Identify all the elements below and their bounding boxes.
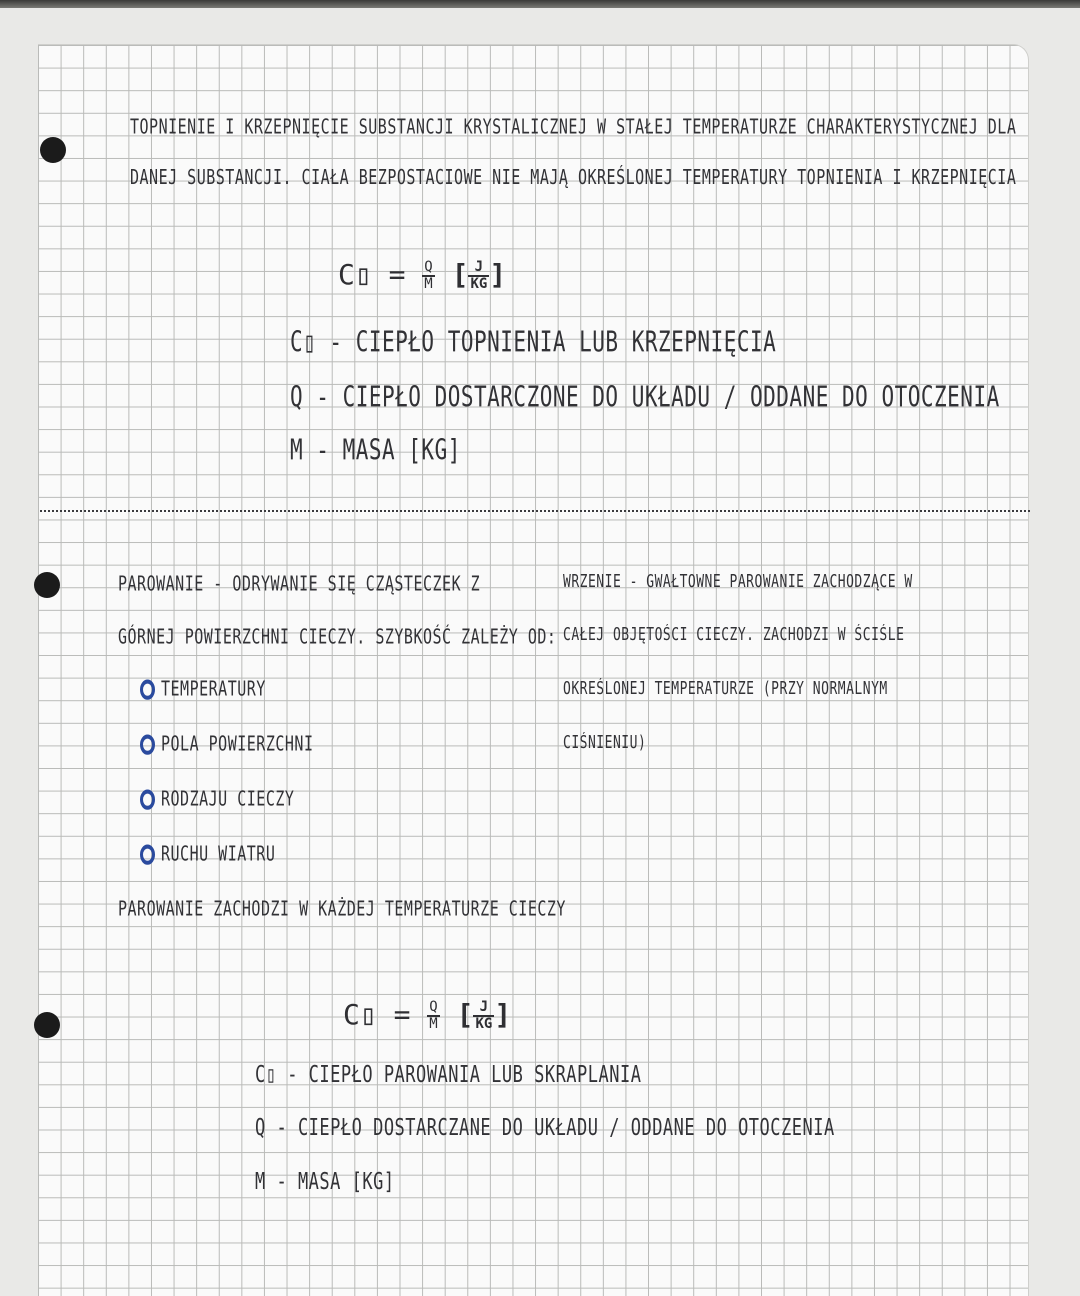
formula-unit: [ $\frac{J}{KG}$ ] — [456, 998, 512, 1032]
bullet-icon — [140, 735, 155, 755]
binder-hole-bottom — [34, 1012, 60, 1038]
formula-lhs: C▯ — [338, 258, 372, 291]
bullet-text: RUCHU WIATRU — [161, 841, 276, 867]
bullet-icon — [140, 790, 155, 810]
bullet-liquid-type — [140, 787, 294, 811]
evaporation-line-2: GÓRNEJ POWIERZCHNI CIECZY. SZYBKOŚĆ ZALEŻY OD: — [118, 624, 557, 650]
melting-intro-line-2: DANEJ SUBSTANCJI. CIAŁA BEZPOSTACIOWE NIE MAJĄ OKREŚLONEJ TEMPERATURY TOPNIENIA I KRZEPNIĘCIA — [130, 164, 1017, 190]
bullet-icon — [140, 680, 155, 700]
bullet-text: POLA POWIERZCHNI — [161, 731, 314, 757]
evaporation-line-1: PAROWANIE - ODRYWANIE SIĘ CZĄSTECZEK Z — [118, 571, 481, 597]
formula-lhs: C▯ — [343, 998, 377, 1031]
bullet-text: TEMPERATURY — [161, 676, 266, 702]
boiling-line-2: CAŁEJ OBJĘTOŚCI CIECZY. ZACHODZI W ŚCIŚLE — [563, 625, 905, 646]
boiling-line-3: OKREŚLONEJ TEMPERATURZE (PRZY NORMALNYM — [563, 679, 888, 700]
bullet-text: RODZAJU CIECZY — [161, 786, 295, 812]
melting-def-q: Q - CIEPŁO DOSTARCZONE DO UKŁADU / ODDANE DO OTOCZENIA — [290, 380, 1000, 414]
melting-def-heat: C▯ - CIEPŁO TOPNIENIA LUB KRZEPNIĘCIA — [290, 325, 777, 359]
bullet-surface-area — [140, 732, 314, 756]
formula-numerator: Q — [424, 259, 433, 275]
photo-top-edge — [0, 0, 1080, 8]
formula-denominator: M — [429, 1016, 438, 1032]
boiling-line-1: WRZENIE - GWAŁTOWNE PAROWANIE ZACHODZĄCE W — [563, 572, 913, 593]
formula-numerator: Q — [429, 999, 438, 1015]
melting-formula: C▯ = $\frac{Q}{M}$ [ $\frac{J}{KG}$ ] — [338, 258, 507, 292]
unit-denominator: KG — [470, 276, 488, 292]
bullet-temperature — [140, 677, 266, 701]
formula-unit: [ $\frac{J}{KG}$ ] — [451, 258, 507, 292]
vaporization-def-heat: C▯ - CIEPŁO PAROWANIA LUB SKRAPLANIA — [255, 1061, 642, 1089]
unit-numerator: J — [468, 260, 489, 277]
formula-fraction — [427, 1000, 439, 1032]
vaporization-def-q: Q - CIEPŁO DOSTARCZANE DO UKŁADU / ODDANE DO OTOCZENIA — [255, 1114, 835, 1142]
unit-denominator: KG — [475, 1016, 493, 1032]
melting-intro-line-1: TOPNIENIE I KRZEPNIĘCIE SUBSTANCJI KRYSTALICZNEJ W STAŁEJ TEMPERATURZE CHARAKTERYSTYCZNEJ DLA — [130, 114, 1017, 140]
formula-denominator: M — [424, 276, 433, 292]
evaporation-note: PAROWANIE ZACHODZI W KAŻDEJ TEMPERATURZE CIECZY — [118, 896, 566, 922]
vaporization-formula: C▯ = $\frac{Q}{M}$ [ $\frac{J}{KG}$ ] — [343, 998, 512, 1032]
section-divider — [40, 510, 1030, 512]
melting-def-mass: M - MASA [KG] — [290, 433, 461, 467]
unit-numerator: J — [473, 1000, 494, 1017]
binder-hole-middle — [34, 572, 60, 598]
vaporization-def-mass: M - MASA [KG] — [255, 1168, 395, 1196]
formula-fraction — [422, 260, 434, 292]
bullet-wind — [140, 842, 275, 866]
bullet-icon — [140, 845, 155, 865]
binder-hole-top — [40, 137, 66, 163]
graph-paper-page — [38, 44, 1029, 1296]
boiling-line-4: CIŚNIENIU) — [563, 733, 647, 754]
